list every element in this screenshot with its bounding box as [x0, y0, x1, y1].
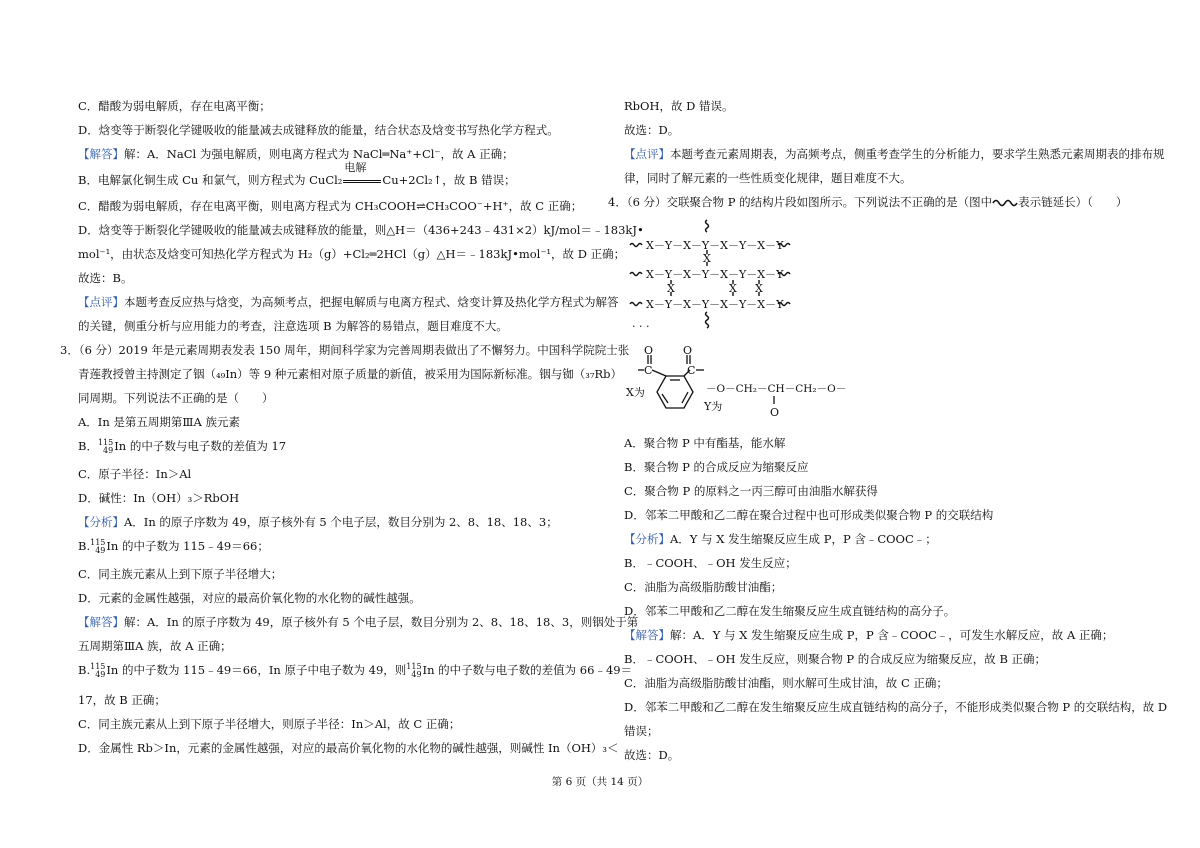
- carbonyl-carbon-right: C: [687, 364, 696, 377]
- solution-line-3: B. 115 49 In 的中子数为 115﹣49＝66，In 原子中电子数为 49，则 115 49 In 的中子数与电子数的差值为 66﹣49＝: [78, 662, 633, 679]
- structure-row-2: X－Y－X－Y－X－Y－X－Y: [646, 268, 784, 281]
- comment-tag: 【点评】: [78, 295, 124, 309]
- structure-ellipsis: · · ·: [632, 320, 650, 333]
- nuclide-symbol: 115 49: [97, 438, 114, 455]
- comment-text: 本题考查反应热与焓变，为高频考点，把握电解质与电离方程式、焓变计算及热化学方程式为解答: [124, 295, 619, 309]
- comment-line-2: 的关键，侧重分析与应用能力的考查，注意选项 B 为解答的易错点，题目难度不大。: [78, 319, 508, 333]
- structure-row-3: X－Y－X－Y－X－Y－X－Y: [646, 298, 784, 311]
- solution-tag: 【解答】: [78, 615, 124, 629]
- answer-b-product: Cu+2Cl₂↑，故 B 错误；: [382, 173, 516, 187]
- answer-text: 解：A．NaCl 为强电解质，则电离方程式为 NaCl═Na⁺+Cl⁻，故 A 正确；: [124, 147, 514, 161]
- solution-line-2: 五周期第ⅢA 族，故 A 正确；: [78, 639, 232, 653]
- question-4-line: 4．（6 分）交联聚合物 P 的结构片段如图所示。下列说法不正确的是（图中 表示链延长）（ ）: [608, 195, 1128, 209]
- structure-x-link: X: [755, 282, 763, 295]
- question-3-line-1: 3．（6 分）2019 年是元素周期表发表 150 周年，期间科学家为完善周期表做出了不懈努力。中国科学院院士张: [60, 343, 630, 357]
- q4-solution-tag: 【解答】: [624, 628, 670, 642]
- q4-solution-5: 错误；: [624, 724, 659, 738]
- option-d: D．碱性：In（OH）₃＞RbOH: [78, 491, 240, 505]
- solution-line-5: C．同主族元素从上到下原子半径增大，则原子半径：In＞Al，故 C 正确；: [78, 717, 461, 731]
- q4-solution-3: C．油脂为高级脂肪酸甘油酯，则水解可生成甘油，故 C 正确；: [624, 676, 948, 690]
- structure-x-link: X: [729, 282, 737, 295]
- analysis-line-d: D．元素的金属性越强，对应的最高价氧化物的水化物的碱性越强。: [78, 591, 421, 605]
- y-unit-formula: －O－CH₂－CH－CH₂－O－: [706, 383, 847, 395]
- analysis-line-a: 【分析】A．In 的原子序数为 49，原子核外有 5 个电子层，数目分别为 2、8、18、18、3；: [78, 515, 558, 529]
- option-a: A．In 是第五周期第ⅢA 族元素: [78, 415, 240, 429]
- answer-choice: 故选：B。: [78, 271, 133, 285]
- electrolysis-label: 电解: [344, 161, 367, 174]
- answer-tag: 【解答】: [78, 147, 124, 161]
- answer-line-d2: mol⁻¹，由状态及焓变可知热化学方程式为 H₂（g）+Cl₂═2HCl（g）△H＝﹣183kJ•mol⁻¹，故 D 正确；: [78, 247, 626, 261]
- q4-option-a: A．聚合物 P 中有酯基，能水解: [624, 436, 786, 450]
- q4-analysis-4: D．邻苯二甲酸和乙二醇在发生缩聚反应生成直链结构的高分子。: [624, 604, 956, 618]
- answer-line-a: [78, 146, 514, 162]
- r-line-1: RbOH，故 D 错误。: [624, 99, 734, 113]
- structure-x-link: X: [703, 252, 711, 265]
- q4-analysis-2: B．﹣COOH、﹣OH 发生反应；: [624, 556, 797, 570]
- analysis-line-b: B. 115 49 In 的中子数为 115﹣49＝66；: [78, 538, 269, 555]
- solution-line-1: 【解答】解：A．In 的原子序数为 49，原子核外有 5 个电子层，数目分别为 2、8、18、18、3，则铟处于第: [78, 615, 639, 629]
- analysis-tag: 【分析】: [78, 515, 124, 529]
- y-branch-oxygen: O: [770, 406, 780, 419]
- answer-line-c: C．醋酸为弱电解质，存在电离平衡，则电离方程式为 CH₃COOH⇌CH₃COO⁻+H⁺，故 C 正确；: [78, 199, 583, 213]
- solution-line-4: 17，故 B 正确；: [78, 693, 166, 707]
- comment-line-1: [78, 294, 619, 310]
- q4-solution-4: D．邻苯二甲酸和乙二醇在发生缩聚反应生成直链结构的高分子，不能形成类似聚合物 P 的交联结构，故 D: [624, 700, 1168, 714]
- r-comment-2: 律，同时了解元素的一些性质变化规律，题目难度不大。: [624, 171, 912, 185]
- carbonyl-carbon-left: C: [644, 364, 653, 377]
- q4-solution-6: 故选：D。: [624, 748, 680, 762]
- page-footer: 第 6 页（共 14 页）: [551, 776, 649, 788]
- structure-row-1: X－Y－X－Y－X－Y－X－Y: [646, 239, 784, 252]
- structure-x-link: X: [667, 282, 675, 295]
- carbonyl-oxygen-left: O: [644, 344, 654, 357]
- answer-line-d: D．焓变等于断裂化学键吸收的能量减去成键释放的能量，则△H＝（436+243﹣431×2）kJ/mol＝﹣183kJ•: [78, 223, 644, 237]
- carbonyl-oxygen-right: O: [683, 344, 693, 357]
- solution-line-6: D．金属性 Rb＞In，元素的金属性越强，对应的最高价氧化物的水化物的碱性越强，则碱性 In（OH）₃＜: [78, 741, 619, 755]
- polymer-structure-diagram: [628, 214, 818, 340]
- option-c: C．原子半径：In＞Al: [78, 467, 192, 481]
- q4-option-c: C．聚合物 P 的原料之一丙三醇可由油脂水解获得: [624, 484, 878, 498]
- line-d-analysis: D．焓变等于断裂化学键吸收的能量减去成键释放的能量，结合状态及焓变书写热化学方程式。: [78, 123, 559, 137]
- q4-analysis-3: C．油脂为高级脂肪酸甘油酯；: [624, 580, 783, 594]
- answer-b-text: B．电解氯化铜生成 Cu 和氯气，则方程式为 CuCl₂: [78, 173, 343, 187]
- q4-option-d: D．邻苯二甲酸和乙二醇在聚合过程中也可形成类似聚合物 P 的交联结构: [624, 508, 994, 522]
- electrolysis-arrow: [342, 161, 382, 188]
- monomer-units-diagram: [624, 342, 854, 428]
- option-b: B． 115 49 In 的中子数与电子数的差值为 17: [78, 438, 287, 455]
- r-line-2: 故选：D。: [624, 123, 680, 137]
- question-3-line-2: 青莲教授曾主持测定了铟（₄₉In）等 9 种元素相对原子质量的新值，被采用为国际新标准。铟与铷（₃₇Rb）: [78, 367, 623, 381]
- q4-solution-2: B．﹣COOH、﹣OH 发生反应，则聚合物 P 的合成反应为缩聚反应，故 B 正确；: [624, 652, 1047, 666]
- q4-analysis-1: 【分析】A．Y 与 X 发生缩聚反应生成 P，P 含﹣COOC﹣；: [624, 532, 937, 546]
- y-unit-label: Y为: [704, 400, 723, 413]
- question-3-line-3: 同周期。下列说法不正确的是（ ）: [78, 391, 274, 405]
- answer-line-b: [78, 161, 516, 188]
- q4-solution-1: 【解答】解：A．Y 与 X 发生缩聚反应生成 P，P 含﹣COOC﹣，可发生水解反应，故 A 正确；: [624, 628, 1114, 642]
- x-unit-label: X为: [626, 386, 645, 399]
- r-comment-1: 【点评】本题考查元素周期表，为高频考点，侧重考查学生的分析能力，要求学生熟悉元素周期表的排布规: [624, 147, 1165, 161]
- q4-option-b: B．聚合物 P 的合成反应为缩聚反应: [624, 460, 809, 474]
- line-c-analysis: C．醋酸为弱电解质，存在电离平衡；: [78, 99, 271, 113]
- chain-extension-icon: [992, 198, 1018, 208]
- q4-analysis-tag: 【分析】: [624, 532, 670, 546]
- r-comment-tag: 【点评】: [624, 147, 670, 161]
- analysis-line-c: C．同主族元素从上到下原子半径增大；: [78, 567, 283, 581]
